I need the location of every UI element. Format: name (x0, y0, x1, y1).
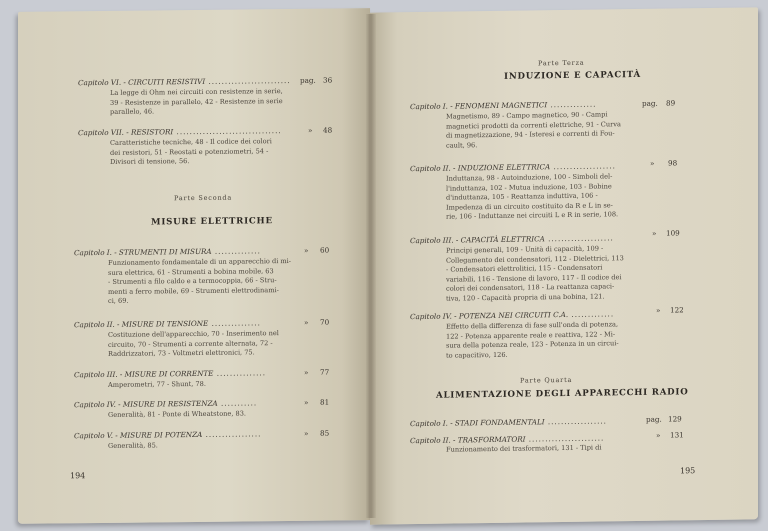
chapter-description: Effetto della differenza di fase sull'onda di potenza, 122 - Potenza apparente reale e reattiva, 122 - Mi- sura della potenza reale, 123 - Potenza in un circui- to capacitivo, 126. (446, 320, 619, 360)
chapter-entry: Capitolo VII. - RESISTORI ................................ (78, 126, 282, 138)
chapter-page-label: » (308, 125, 313, 135)
chapter-description: Amperometri, 77 - Shunt, 78. (108, 379, 206, 389)
chapter-title: Capitolo IV. - MISURE DI RESISTENZA (74, 398, 218, 410)
part-label: Parte Terza (538, 58, 585, 68)
section-title: INDUZIONE E CAPACITÀ (504, 69, 642, 82)
right-page (370, 7, 758, 524)
chapter-page: 109 (666, 228, 680, 238)
page-number: 195 (680, 466, 696, 476)
chapter-page-label: » (304, 428, 309, 438)
chapter-title: Capitolo IV. - POTENZA NEI CIRCUITI C.A. (410, 309, 569, 322)
chapter-page: 48 (323, 125, 333, 135)
chapter-page-label: pag. (642, 98, 658, 108)
chapter-entry: Capitolo VI. - CIRCUITI RESISTIVI ......................... (78, 75, 291, 88)
chapter-entry: Capitolo II. - MISURE DI TENSIONE ............... (74, 318, 261, 330)
chapter-page: 129 (668, 414, 682, 424)
chapter-entry: Capitolo V. - MISURE DI POTENZA ................. (74, 429, 262, 441)
chapter-page: 81 (320, 397, 330, 407)
chapter-title: Capitolo II. - MISURE DI TENSIONE (74, 318, 209, 330)
chapter-page: 85 (320, 428, 330, 438)
chapter-page-label: pag. (300, 75, 316, 85)
chapter-entry: Capitolo III. - CAPACITÀ ELETTRICA .................... (410, 233, 614, 246)
chapter-entry: Capitolo I. - STRUMENTI DI MISURA .............. (74, 246, 261, 258)
chapter-description: Induttanza, 98 - Autoinduzione, 100 - Simboli del- l'induttanza, 102 - Mutua induzione, 103 - Bobine d'induttanza, 105 - Reattanza induttiva, 106 - Impedenza di un circuito costituito da R e L in se- rie, 106 - Induttanze nei circuiti L e R in serie, 108. (446, 172, 619, 222)
chapter-page-label: » (304, 245, 309, 255)
chapter-page-label: » (304, 317, 309, 327)
chapter-title: Capitolo I. - STRUMENTI DI MISURA (74, 246, 212, 258)
chapter-page: 98 (668, 158, 678, 168)
chapter-description: Generalità, 85. (108, 441, 158, 450)
section-title: ALIMENTAZIONE DEGLI APPARECCHI RADIO (436, 387, 689, 401)
chapter-entry: Capitolo II. - TRASFORMATORI ....................... (410, 433, 605, 446)
chapter-entry: Capitolo I. - STADI FONDAMENTALI .................. (410, 416, 607, 429)
chapter-title: Capitolo VII. - RESISTORI (78, 127, 174, 138)
chapter-page: 131 (670, 430, 684, 440)
chapter-page-label: » (650, 158, 655, 168)
chapter-description: Funzionamento dei trasformatori, 131 - Tipi di (446, 443, 602, 454)
chapter-entry: Capitolo IV. - POTENZA NEI CIRCUITI C.A. ............. (410, 309, 615, 322)
page-number: 194 (70, 471, 86, 481)
chapter-page: 77 (320, 367, 330, 377)
chapter-description: Costituzione dell'apparecchio, 70 - Inserimento nel circuito, 70 - Strumenti a corrente alternata, 72 - Raddrizzatori, 73 - Voltmetri elettronici, 75. (108, 329, 279, 359)
chapter-page: 60 (320, 245, 330, 255)
chapter-page: 36 (323, 75, 333, 85)
left-page (18, 8, 370, 524)
chapter-title: Capitolo V. - MISURE DI POTENZA (74, 429, 203, 441)
chapter-entry: Capitolo I. - FENOMENI MAGNETICI .............. (410, 99, 597, 112)
chapter-description: La legge di Ohm nei circuiti con resistenze in serie, 39 - Resistenze in parallelo, 42 - Resistenze in serie parallelo, 46. (110, 87, 283, 117)
chapter-page: 122 (670, 305, 684, 315)
chapter-entry: Capitolo II. - INDUZIONE ELETTRICA ................... (410, 161, 616, 174)
chapter-title: Capitolo III. - MISURE DI CORRENTE (74, 368, 214, 380)
chapter-page: 89 (666, 98, 676, 108)
chapter-page-label: » (304, 367, 309, 377)
chapter-title: Capitolo VI. - CIRCUITI RESISTIVI (78, 76, 206, 88)
chapter-description: Funzionamento fondamentale di un apparecchio di mi- sura elettrica, 61 - Strumenti a bobina mobile, 63 - Strumenti a filo caldo e a termocoppia, 66 - Stru- menti a ferro mobile, 69 - Strumenti elettrodinami- ci, 69. (108, 256, 292, 306)
chapter-description: Generalità, 81 - Ponte di Wheatstone, 83. (108, 409, 246, 419)
book-gutter (366, 14, 376, 518)
chapter-title: Capitolo II. - TRASFORMATORI (410, 434, 526, 446)
chapter-description: Magnetismo, 89 - Campo magnetico, 90 - Campi magnetici prodotti da correnti elettriche, 91 - Curva di magnetizzazione, 94 - Isteresi e correnti di Fou- cault, 96. (446, 110, 621, 150)
part-label: Parte Seconda (174, 193, 233, 203)
chapter-description: Principi generali, 109 - Unità di capacità, 109 - Collegamento dei condensatori, 112 - Dielettrici, 113 - Condensatori elettrolitici, 115 - Condensatori variabili, 116 - Tensione di lavoro, 117 - Il codice dei colori dei condensatori, 118 - La reattanza capaci- tiva, 120 - Capacità propria di una bobina, 121. (446, 244, 624, 303)
chapter-page-label: pag. (646, 414, 662, 424)
chapter-page-label: » (656, 305, 661, 315)
chapter-page: 70 (320, 317, 330, 327)
chapter-entry: Capitolo IV. - MISURE DI RESISTENZA ........... (74, 398, 258, 410)
open-book (18, 10, 758, 522)
chapter-description: Caratteristiche tecniche, 48 - Il codice dei colori dei resistori, 51 - Reostati e potenziometri, 54 - Divisori di tensione, 56. (110, 137, 272, 167)
chapter-page-label: » (304, 397, 309, 407)
chapter-title: Capitolo III. - CAPACITÀ ELETTRICA (410, 234, 545, 246)
chapter-page-label: » (656, 430, 661, 440)
chapter-page-label: » (652, 228, 657, 238)
chapter-entry: Capitolo III. - MISURE DI CORRENTE ............... (74, 368, 266, 380)
section-title: MISURE ELETTRICHE (151, 216, 273, 228)
chapter-title: Capitolo II. - INDUZIONE ELETTRICA (410, 162, 551, 174)
chapter-title: Capitolo I. - FENOMENI MAGNETICI (410, 100, 548, 112)
part-label: Parte Quarta (520, 375, 573, 385)
chapter-title: Capitolo I. - STADI FONDAMENTALI (410, 417, 545, 429)
